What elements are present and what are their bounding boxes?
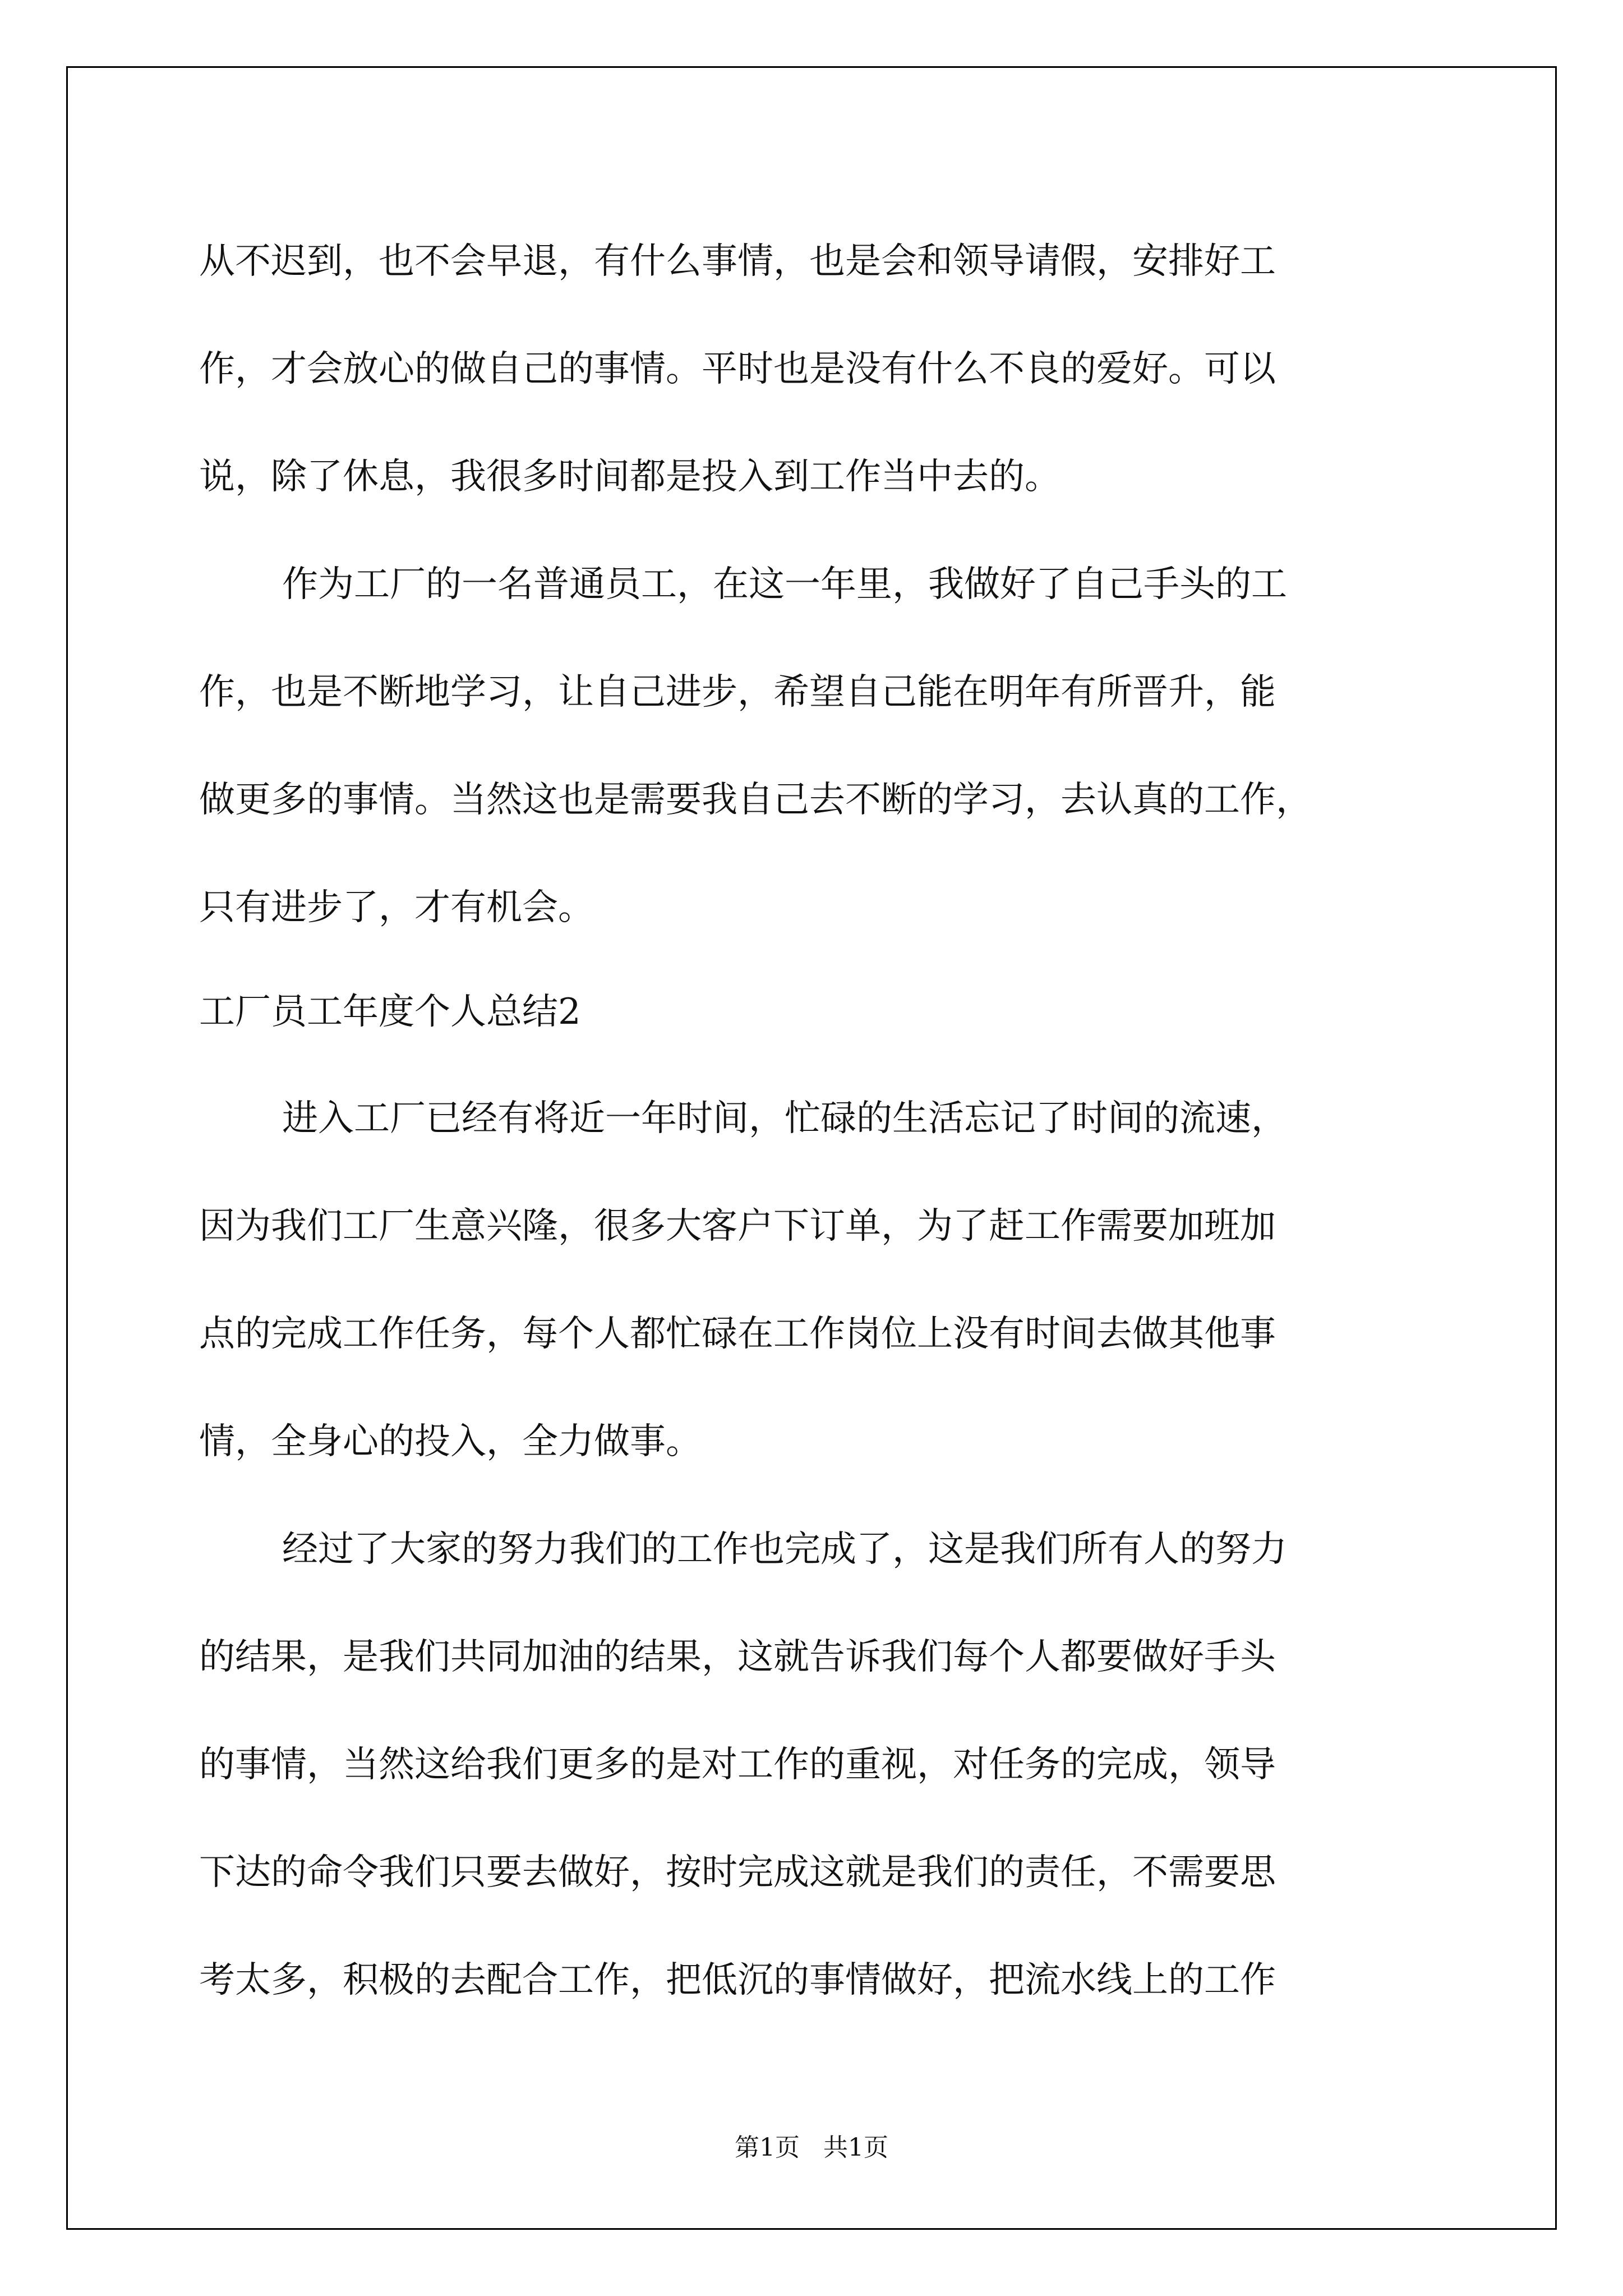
text-line: 点的完成工作任务，每个人都忙碌在工作岗位上没有时间去做其他事 <box>199 1313 1276 1355</box>
page-footer <box>0 2127 1623 2163</box>
text-line: 作，也是不断地学习，让自己进步，希望自己能在明年有所晋升，能 <box>199 671 1276 713</box>
text-line: 进入工厂已经有将近一年时间，忙碌的生活忘记了时间的流速， <box>282 1098 1287 1139</box>
paragraph-4 <box>199 1496 1467 2034</box>
section-heading: 工厂员工年度个人总结2 <box>199 991 581 1033</box>
text-line: 只有进步了，才有机会。 <box>199 887 594 928</box>
text-line: 从不迟到，也不会早退，有什么事情，也是会和领导请假，安排好工 <box>199 241 1276 282</box>
text-line: 的结果，是我们共同加油的结果，这就告诉我们每个人都要做好手头 <box>199 1636 1276 1678</box>
page-number: 第1页 共1页 <box>735 2133 888 2162</box>
text-line: 经过了大家的努力我们的工作也完成了，这是我们所有人的努力 <box>282 1529 1287 1570</box>
text-line: 做更多的事情。当然这也是需要我自己去不断的学习，去认真的工作， <box>199 779 1312 821</box>
paragraph-2 <box>199 531 1467 959</box>
text-line: 作，才会放心的做自己的事情。平时也是没有什么不良的爱好。可以 <box>199 348 1276 390</box>
text-line: 的事情，当然这给我们更多的是对工作的重视，对任务的完成，领导 <box>199 1744 1276 1786</box>
text-line: 考太多，积极的去配合工作，把低沉的事情做好，把流水线上的工作 <box>199 1959 1276 2001</box>
text-line: 下达的命令我们只要去做好，按时完成这就是我们的责任，不需要思 <box>199 1852 1276 1893</box>
text-line: 情，全身心的投入，全力做事。 <box>199 1421 702 1462</box>
document-body <box>199 208 1467 2034</box>
paragraph-1 <box>199 208 1467 531</box>
text-line: 说，除了休息，我很多时间都是投入到工作当中去的。 <box>199 456 1061 498</box>
paragraph-3 <box>199 1065 1467 1496</box>
text-line: 作为工厂的一名普通员工，在这一年里，我做好了自己手头的工 <box>282 564 1287 605</box>
text-line: 因为我们工厂生意兴隆，很多大客户下订单，为了赶工作需要加班加 <box>199 1205 1276 1247</box>
